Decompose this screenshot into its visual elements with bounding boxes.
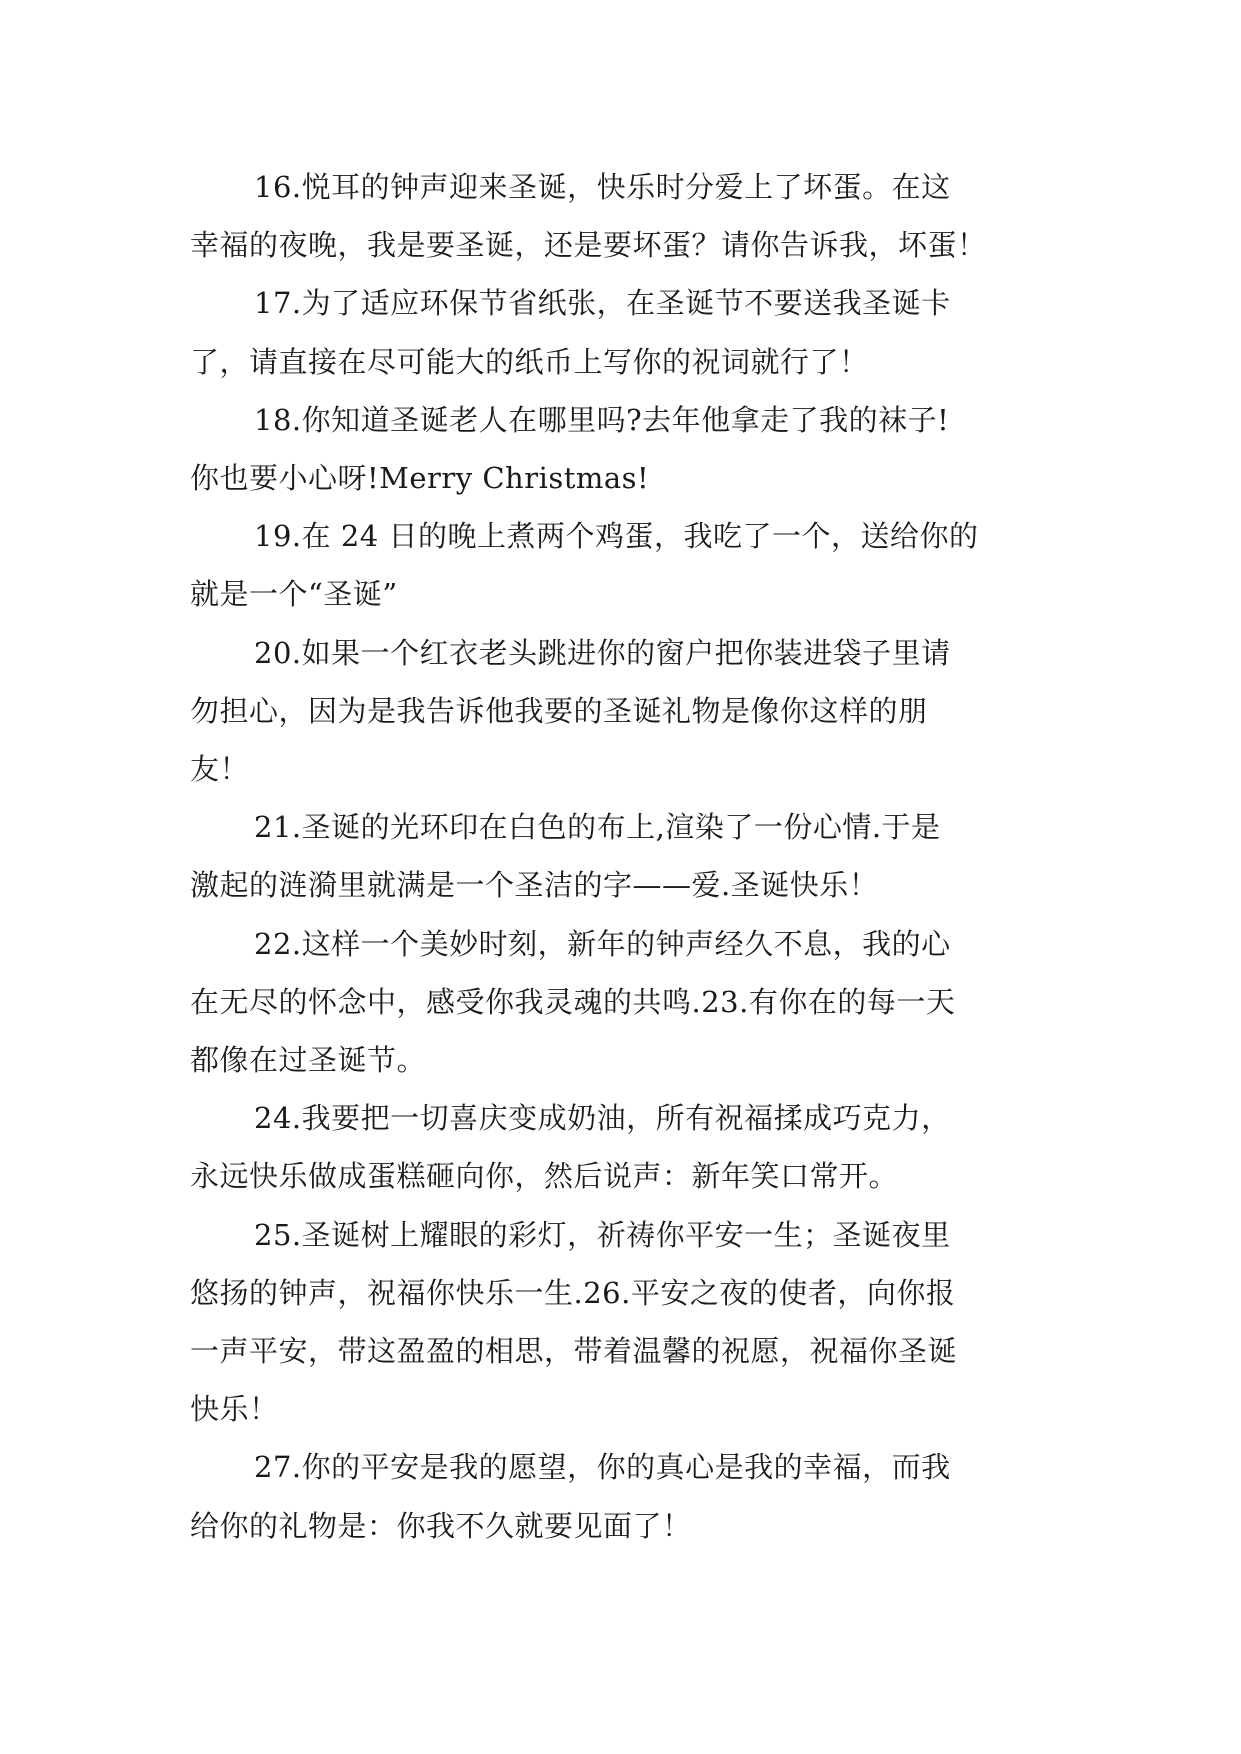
paragraph-22-23: 22.这样一个美妙时刻，新年的钟声经久不息，我的心 在无尽的怀念中，感受你我灵魂的共鸣.23.有你在的每一天 都像在过圣诞节。 [190, 926, 956, 1078]
paragraph-19: 19.在 24 日的晚上煮两个鸡蛋，我吃了一个，送给你的 就是一个“圣诞” [190, 519, 979, 612]
paragraph-21: 21.圣诞的光环印在白色的布上,渲染了一份心情.于是 激起的涟漪里就满是一个圣洁的字——爱.圣诞快乐！ [190, 810, 941, 903]
paragraph-18: 18.你知道圣诞老人在哪里吗?去年他拿走了我的袜子! 你也要小心呀!Merry Christmas! [190, 402, 950, 496]
paragraph-25-26: 25.圣诞树上耀眼的彩灯，祈祷你平安一生；圣诞夜里 悠扬的钟声，祝福你快乐一生.26.平安之夜的使者，向你报 一声平安，带这盈盈的相思，带着温馨的祝愿，祝福你圣诞 快乐！ [190, 1217, 958, 1427]
paragraph-20: 20.如果一个红衣老头跳进你的窗户把你装进袋子里请 勿担心，因为是我告诉他我要的圣诞礼物是像你这样的朋 友！ [190, 635, 951, 787]
paragraph-27: 27.你的平安是我的愿望，你的真心是我的幸福，而我 给你的礼物是：你我不久就要见面了！ [190, 1450, 951, 1543]
paragraph-17: 17.为了适应环保节省纸张，在圣诞节不要送我圣诞卡 了，请直接在尽可能大的纸币上写你的祝词就行了！ [190, 286, 951, 379]
paragraph-24: 24.我要把一切喜庆变成奶油，所有祝福揉成巧克力， 永远快乐做成蛋糕砸向你，然后说声：新年笑口常开。 [190, 1101, 951, 1194]
paragraph-16: 16.悦耳的钟声迎来圣诞，快乐时分爱上了坏蛋。在这 幸福的夜晚，我是要圣诞，还是要坏蛋？请你告诉我，坏蛋！ [190, 170, 987, 263]
document-body [190, 158, 1060, 1555]
